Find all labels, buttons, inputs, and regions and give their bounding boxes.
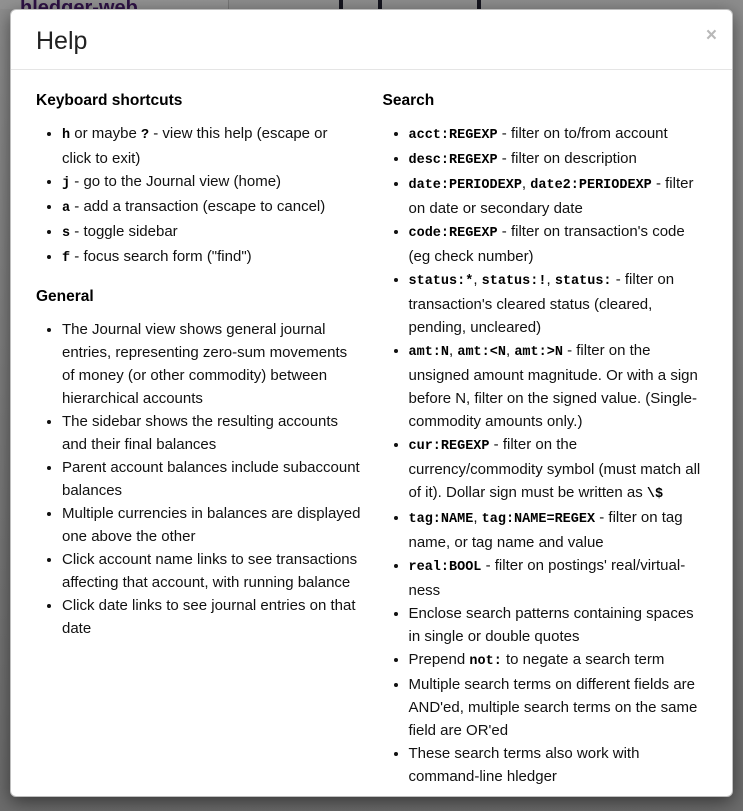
- list-item: • The sidebar shows the resulting accounts and their final balances: [62, 410, 361, 456]
- code-term: cur:REGEXP: [408, 439, 490, 454]
- modal-header: [11, 10, 732, 70]
- background-heading-fragment: [378, 0, 382, 9]
- list-item: • These search terms also work with command-line hledger: [409, 742, 708, 788]
- code-term: amt:N: [408, 345, 450, 360]
- list-item: • Multiple search terms on different fields are AND'ed, multiple search terms on the same field are OR'ed: [409, 673, 708, 742]
- right-column: [383, 82, 708, 788]
- list-item: • Parent account balances include subaccount balances: [62, 456, 361, 502]
- list-item: • code:REGEXP - filter on transaction's code (eg check number): [409, 220, 708, 268]
- code-term: ?: [140, 128, 150, 143]
- list-item: • tag:NAME, tag:NAME=REGEX - filter on tag name, or tag name and value: [409, 506, 708, 554]
- list-item: • a - add a transaction (escape to cancel): [62, 195, 361, 220]
- list-item: • s - toggle sidebar: [62, 220, 361, 245]
- code-term: tag:NAME: [408, 512, 474, 527]
- list-item: • f - focus search form ("find"): [62, 245, 361, 270]
- code-term: \$: [646, 487, 664, 502]
- code-term: code:REGEXP: [408, 226, 498, 241]
- code-term: amt:>N: [514, 345, 563, 360]
- left-column: [36, 82, 361, 788]
- code-term: a: [62, 201, 71, 216]
- list-item: • Click date links to see journal entries on that date: [62, 594, 361, 640]
- code-term: status:: [554, 274, 612, 289]
- code-term: real:BOOL: [408, 560, 482, 575]
- close-icon[interactable]: ×: [705, 25, 717, 46]
- code-term: amt:<N: [457, 345, 506, 360]
- help-modal: [10, 9, 733, 797]
- keyboard-shortcuts-heading: Keyboard shortcuts: [36, 92, 183, 109]
- list-item: • acct:REGEXP - filter on to/from account: [409, 122, 708, 147]
- list-item: • desc:REGEXP - filter on description: [409, 147, 708, 172]
- list-item: • date:PERIODEXP, date2:PERIODEXP - filter on date or secondary date: [409, 172, 708, 220]
- code-term: desc:REGEXP: [408, 153, 498, 168]
- list-item: • cur:REGEXP - filter on the currency/commodity symbol (must match all of it). Dollar sign must be written as \$: [409, 433, 708, 506]
- list-item: • Multiple currencies in balances are displayed one above the other: [62, 502, 361, 548]
- list-item: • Prepend not: to negate a search term: [409, 648, 708, 673]
- code-term: date2:PERIODEXP: [530, 178, 652, 193]
- code-term: s: [62, 226, 71, 241]
- list-item: • h or maybe ? - view this help (escape or click to exit): [62, 122, 361, 170]
- code-term: date:PERIODEXP: [408, 178, 522, 193]
- code-term: tag:NAME=REGEX: [481, 512, 596, 527]
- search-list: [383, 122, 708, 788]
- code-term: j: [62, 176, 71, 191]
- search-heading: Search: [382, 92, 435, 109]
- list-item: • The Journal view shows general journal entries, representing zero-sum movements of money (or other commodity) between hierarchical accounts: [62, 318, 361, 410]
- code-term: status:*: [408, 274, 474, 289]
- code-term: f: [62, 251, 71, 266]
- list-item: • Click account name links to see transactions affecting that account, with running balance: [62, 548, 361, 594]
- general-heading: General: [36, 288, 94, 305]
- modal-body: [11, 70, 732, 808]
- modal-backdrop[interactable]: [0, 0, 743, 9]
- background-heading-fragment: [339, 0, 343, 9]
- list-item: • j - go to the Journal view (home): [62, 170, 361, 195]
- code-term: h: [62, 128, 71, 143]
- list-item: • status:*, status:!, status: - filter on transaction's cleared status (cleared, pending, uncleared): [409, 268, 708, 339]
- code-term: status:!: [481, 274, 547, 289]
- background-heading-fragment: [477, 0, 481, 9]
- general-list: [36, 318, 361, 640]
- code-term: acct:REGEXP: [408, 128, 498, 143]
- keyboard-shortcuts-list: [36, 122, 361, 270]
- list-item: • Enclose search patterns containing spaces in single or double quotes: [409, 602, 708, 648]
- list-item: • real:BOOL - filter on postings' real/virtual-ness: [409, 554, 708, 602]
- code-term: not:: [469, 654, 502, 669]
- list-item: • amt:N, amt:<N, amt:>N - filter on the unsigned amount magnitude. Or with a sign before N, filter on the signed value. (Single-commodity amounts only.): [409, 339, 708, 433]
- modal-title: Help: [36, 27, 88, 55]
